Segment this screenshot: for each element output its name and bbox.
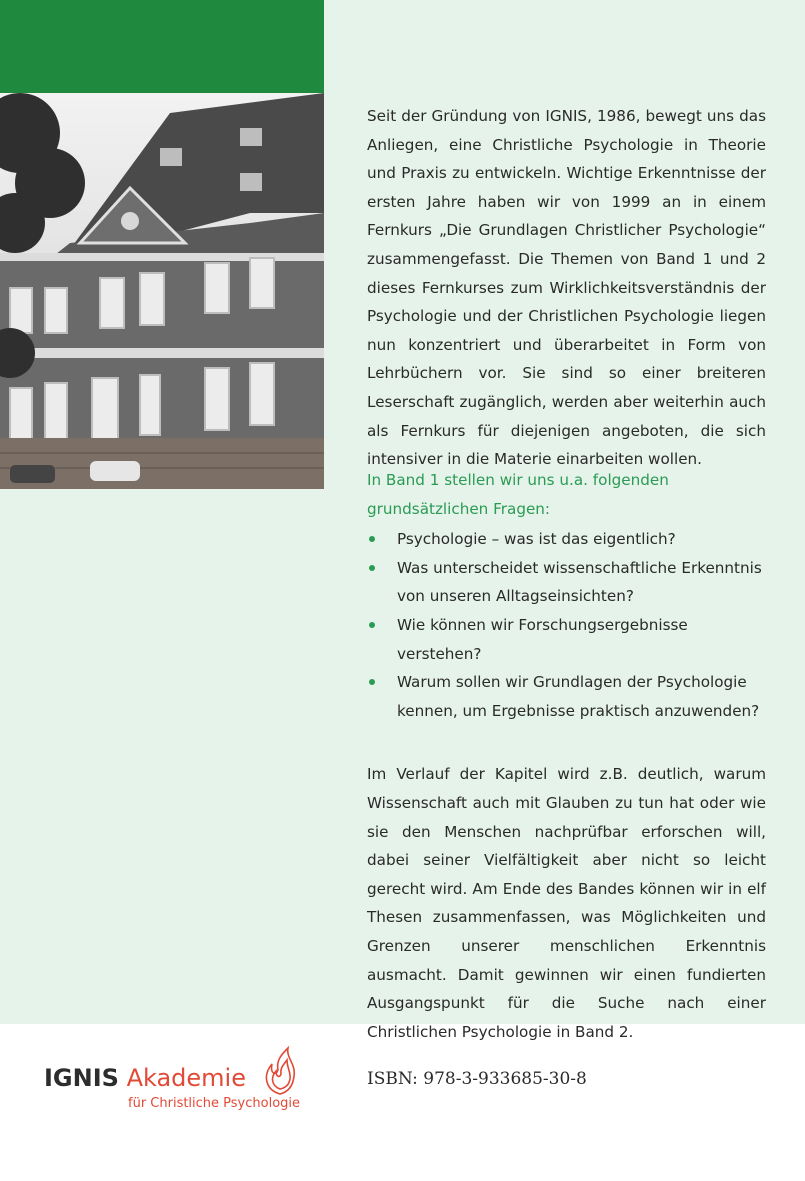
- isbn-label: ISBN: 978-3-933685-30-8: [367, 1069, 587, 1089]
- question-text: Was unterscheidet wissenschaftliche Erkenntnis von unseren Alltagseinsichten?: [397, 558, 762, 606]
- closing-paragraph: Im Verlauf der Kapitel wird z.B. deutlich, warum Wissenschaft auch mit Glauben zu tun hat oder wie sie den Menschen nachprüfbar erforschen will, dabei seiner Vielfältigkeit aber nicht so leicht gerecht wird. Am Ende des Bandes können wir in elf Thesen zusammenfassen, was Möglichkeiten und Grenzen unserer menschlichen Erkenntnis ausmacht. Damit gewinnen wir einen fundierten Ausgangspunkt für die Suche nach einer Christlichen Psychologie in Band 2.: [367, 765, 766, 1041]
- questions-list: [367, 525, 766, 725]
- bullet-icon: [369, 679, 375, 685]
- question-text: Warum sollen wir Grundlagen der Psychologie kennen, um Ergebnisse praktisch anzuwenden?: [397, 673, 760, 720]
- building-photo: [0, 93, 324, 489]
- bullet-icon: [369, 565, 375, 571]
- list-item: [367, 525, 766, 554]
- ignis-logo: [44, 1046, 344, 1121]
- list-item: [367, 668, 766, 725]
- logo-akademie: Akademie: [126, 1064, 246, 1092]
- intro-paragraph: Seit der Gründung von IGNIS, 1986, bewegt uns das Anliegen, eine Christliche Psychologie in Theorie und Praxis zu entwickeln. Wichtige Erkenntnisse der ersten Jahre haben wir von 1999 an in einem Fernkurs „Die Grundlagen Christlicher Psychologie“ zusammengefasst. Die Themen von Band 1 und 2 dieses Fernkurses zum Wirklichkeitsverständnis der Psychologie und der Christlichen Psychologie liegen nun konzentriert und überarbeitet in Form von Lehrbüchern vor. Sie sind so einer breiteren Leserschaft zugänglich, werden aber weiterhin auch als Fernkurs für diejenigen angeboten, die sich intensiver in die Materie einarbeiten wollen.: [367, 107, 766, 469]
- back-cover-text: [367, 102, 766, 1046]
- flame-icon: [258, 1046, 302, 1096]
- question-text: Psychologie – was ist das eigentlich?: [397, 530, 676, 549]
- logo-subtitle: für Christliche Psychologie: [128, 1096, 301, 1111]
- question-text: Wie können wir Forschungsergebnisse verstehen?: [397, 615, 688, 663]
- logo-wordmark: [44, 1064, 246, 1092]
- list-item: [367, 554, 766, 611]
- bullet-icon: [369, 622, 375, 628]
- green-accent-block: [0, 0, 324, 93]
- bullet-icon: [369, 536, 375, 542]
- logo-ignis: IGNIS: [44, 1064, 119, 1092]
- questions-intro: In Band 1 stellen wir uns u.a. folgenden grundsätzlichen Fragen:: [367, 471, 669, 518]
- list-item: [367, 611, 766, 668]
